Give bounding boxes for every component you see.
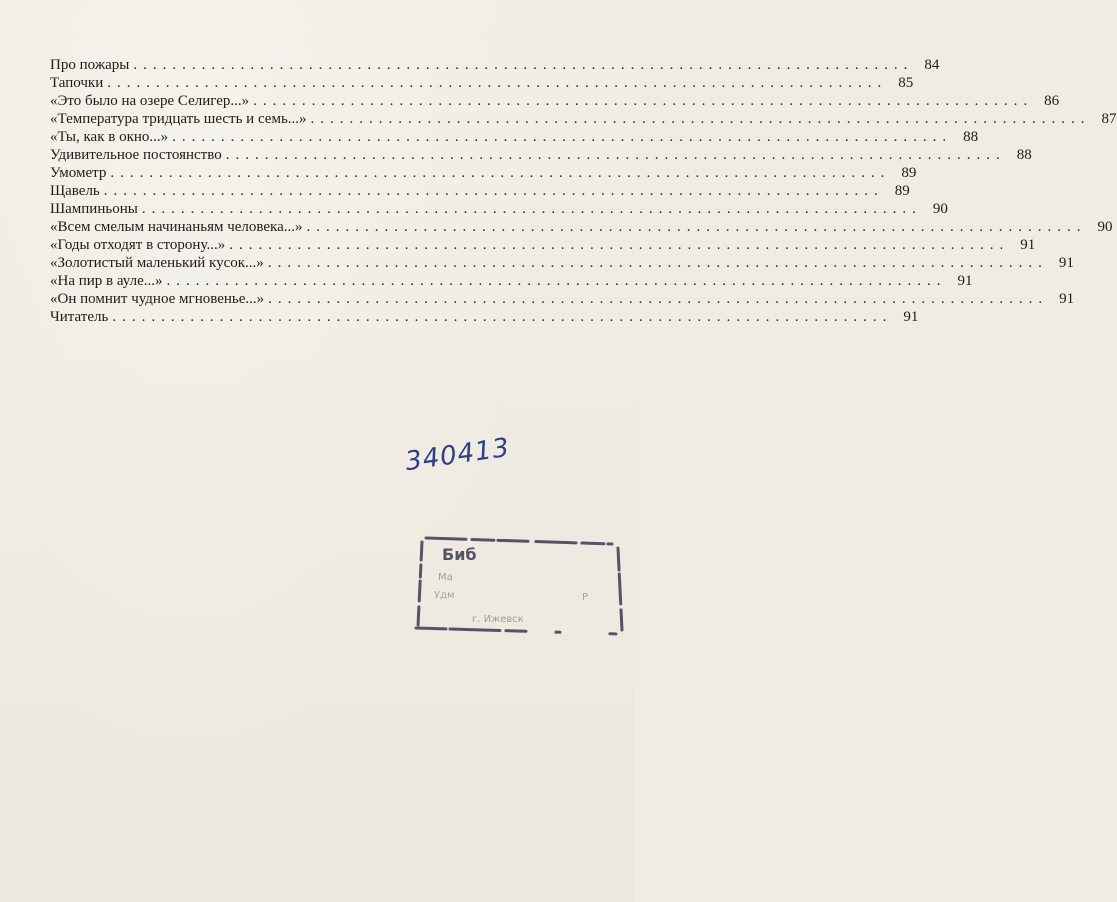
toc-leader-dots: ................................................................................ [112, 309, 893, 325]
toc-entry-page: 88 [963, 129, 979, 145]
toc-entry-title: «Золотистый маленький кусок...» [50, 255, 264, 271]
handwritten-inventory-number: 340413 [403, 432, 512, 478]
toc-entry-page: 86 [1044, 93, 1060, 109]
toc-entry-page: 91 [1058, 255, 1074, 271]
stamp-line-5: г. Ижевск [472, 614, 524, 625]
toc-entry-page: 87 [1101, 111, 1117, 127]
toc-leader-dots: ................................................................................ [267, 255, 1048, 271]
toc-entry-page: 88 [1016, 147, 1032, 163]
toc-entry-title: Шампиньоны [50, 201, 138, 217]
toc-entry-page: 84 [924, 57, 940, 73]
toc-entry [50, 290, 1075, 308]
table-of-contents [50, 56, 1117, 326]
toc-leader-dots: ................................................................................ [166, 273, 947, 289]
toc-entry [50, 110, 1117, 128]
toc-entry [50, 182, 910, 200]
toc-entry-page: 91 [1059, 291, 1075, 307]
toc-entry-title: Щавель [50, 183, 100, 199]
toc-leader-dots: ................................................................................ [306, 219, 1087, 235]
toc-entry-title: Удивительное постоянство [50, 147, 222, 163]
toc-entry-page: 85 [898, 75, 914, 91]
toc-entry-title: «Годы отходят в сторону...» [50, 237, 226, 253]
stamp-line-2: Ма [438, 572, 453, 583]
toc-leader-dots: ................................................................................ [110, 165, 891, 181]
toc-entry [50, 92, 1060, 110]
toc-entry [50, 218, 1113, 236]
toc-entry-title: Умометр [50, 165, 107, 181]
toc-entry-title: Про пожары [50, 57, 130, 73]
toc-entry-title: «Ты, как в окно...» [50, 129, 169, 145]
toc-leader-dots: ................................................................................ [107, 75, 888, 91]
toc-entry [50, 164, 917, 182]
toc-leader-dots: ................................................................................ [172, 129, 953, 145]
toc-entry-title: «На пир в ауле...» [50, 273, 163, 289]
stamp-line-4: Р [582, 592, 589, 603]
toc-entry [50, 146, 1032, 164]
stamp-line-3: Удм [434, 590, 455, 601]
toc-entry-page: 90 [932, 201, 948, 217]
toc-leader-dots: ................................................................................ [268, 291, 1049, 307]
toc-entry-title: «Температура тридцать шесть и семь...» [50, 111, 307, 127]
toc-entry-page: 91 [1020, 237, 1036, 253]
toc-entry [50, 74, 914, 92]
toc-leader-dots: ................................................................................ [141, 201, 922, 217]
toc-entry-title: «Всем смелым начинаньям человека...» [50, 219, 303, 235]
toc-entry [50, 200, 948, 218]
toc-entry-title: «Это было на озере Селигер...» [50, 93, 250, 109]
toc-entry [50, 254, 1074, 272]
toc-leader-dots: ................................................................................ [229, 237, 1010, 253]
toc-leader-dots: ................................................................................ [103, 183, 884, 199]
toc-leader-dots: ................................................................................ [253, 93, 1034, 109]
toc-entry-page: 89 [901, 165, 917, 181]
toc-entry-page: 91 [903, 309, 919, 325]
toc-entry-title: Тапочки [50, 75, 104, 91]
stamp-line-1: Биб [442, 545, 477, 564]
toc-entry [50, 56, 940, 74]
toc-entry-page: 91 [957, 273, 973, 289]
library-stamp [412, 530, 624, 638]
toc-entry-page: 89 [894, 183, 910, 199]
toc-leader-dots: ................................................................................ [133, 57, 914, 73]
toc-entry [50, 236, 1036, 254]
toc-leader-dots: ................................................................................ [310, 111, 1091, 127]
toc-entry-title: «Он помнит чудное мгновенье...» [50, 291, 265, 307]
toc-entry-title: Читатель [50, 309, 109, 325]
toc-entry [50, 128, 979, 146]
toc-entry-page: 90 [1097, 219, 1113, 235]
toc-leader-dots: ................................................................................ [225, 147, 1006, 163]
toc-entry [50, 308, 919, 326]
toc-entry [50, 272, 973, 290]
